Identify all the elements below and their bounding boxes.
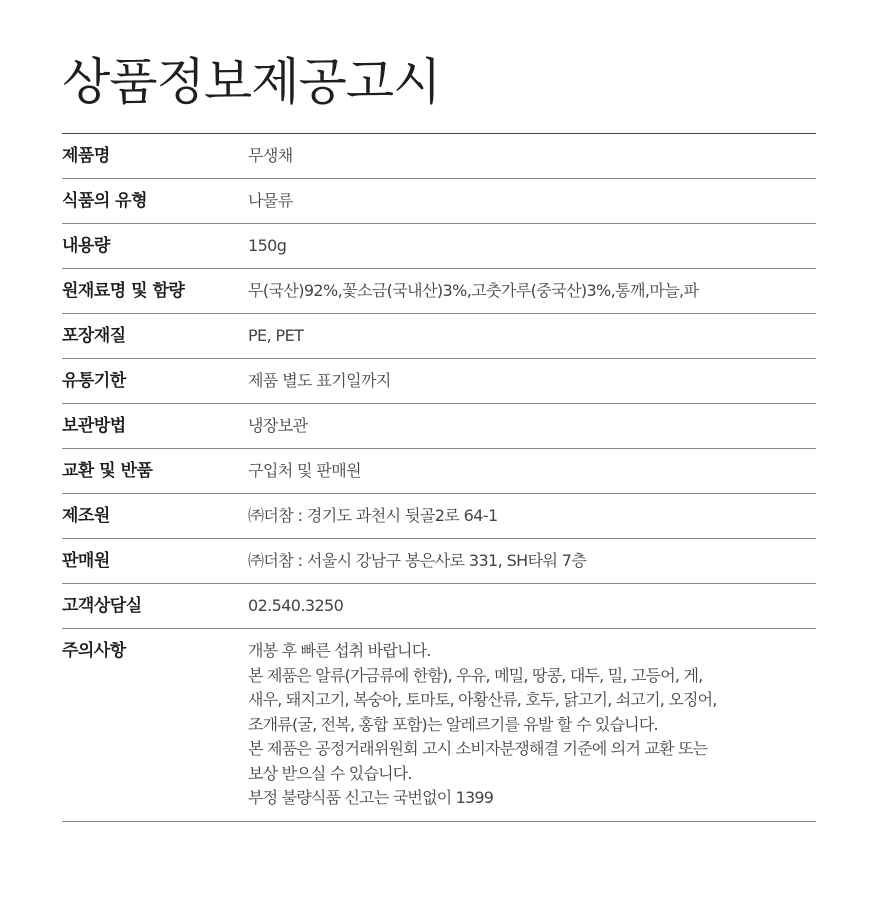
row-label: 보관방법 <box>62 416 126 436</box>
row-value: 구입처 및 판매원 <box>248 461 361 480</box>
row-value: 제품 별도 표기일까지 <box>248 371 391 390</box>
notice-text <box>248 629 816 821</box>
row-value: ㈜더참 : 서울시 강남구 봉은사로 331, SH타워 7층 <box>248 551 587 570</box>
row-packaging <box>62 314 816 359</box>
notice-line: 부정 불량식품 신고는 국번없이 1399 <box>248 788 494 807</box>
row-storage <box>62 404 816 449</box>
row-label: 식품의 유형 <box>62 191 148 211</box>
row-value: 냉장보관 <box>248 416 308 435</box>
row-net-content <box>62 224 816 269</box>
row-customer-service <box>62 584 816 629</box>
row-exchange-return <box>62 449 816 494</box>
notice-line: 조개류(굴, 전복, 홍합 포함)는 알레르기를 유발 할 수 있습니다. <box>248 714 658 734</box>
row-value: PE, PET <box>248 326 304 345</box>
row-value: 무(국산)92%,꽃소금(국내산)3%,고춧가루(중국산)3%,통깨,마늘,파 <box>248 281 699 300</box>
product-info-table <box>62 133 816 822</box>
row-product-name <box>62 134 816 179</box>
row-food-type <box>62 179 816 224</box>
row-label: 판매원 <box>62 551 110 571</box>
row-value: 150g <box>248 236 287 255</box>
page-title: 상품정보제공고시 <box>62 53 441 111</box>
row-label: 원재료명 및 함량 <box>62 281 185 301</box>
row-label: 포장재질 <box>62 326 126 346</box>
row-label: 제품명 <box>62 146 110 166</box>
row-seller <box>62 539 816 584</box>
row-label: 교환 및 반품 <box>62 461 153 481</box>
row-expiry <box>62 359 816 404</box>
row-label: 고객상담실 <box>62 596 142 616</box>
notice-line: 개봉 후 빠른 섭취 바랍니다. <box>248 641 431 660</box>
row-label: 주의사항 <box>62 641 126 661</box>
row-value: 무생채 <box>248 146 293 165</box>
row-notice <box>62 629 816 822</box>
notice-line: 본 제품은 알류(가금류에 한함), 우유, 메밀, 땅콩, 대두, 밀, 고등어, 게, <box>248 665 703 685</box>
notice-line: 본 제품은 공정거래위원회 고시 소비자분쟁해결 기준에 의거 교환 또는 <box>248 739 708 758</box>
row-label: 제조원 <box>62 506 110 526</box>
row-label: 유통기한 <box>62 371 126 391</box>
row-label: 내용량 <box>62 236 110 256</box>
row-value: 나물류 <box>248 191 293 210</box>
notice-line: 보상 받으실 수 있습니다. <box>248 763 412 783</box>
notice-line: 새우, 돼지고기, 복숭아, 토마토, 아황산류, 호두, 닭고기, 쇠고기, 오징어, <box>248 690 717 709</box>
row-value: ㈜더참 : 경기도 과천시 뒷골2로 64-1 <box>248 506 498 525</box>
row-manufacturer <box>62 494 816 539</box>
row-value: 02.540.3250 <box>248 596 344 615</box>
row-ingredients <box>62 269 816 314</box>
